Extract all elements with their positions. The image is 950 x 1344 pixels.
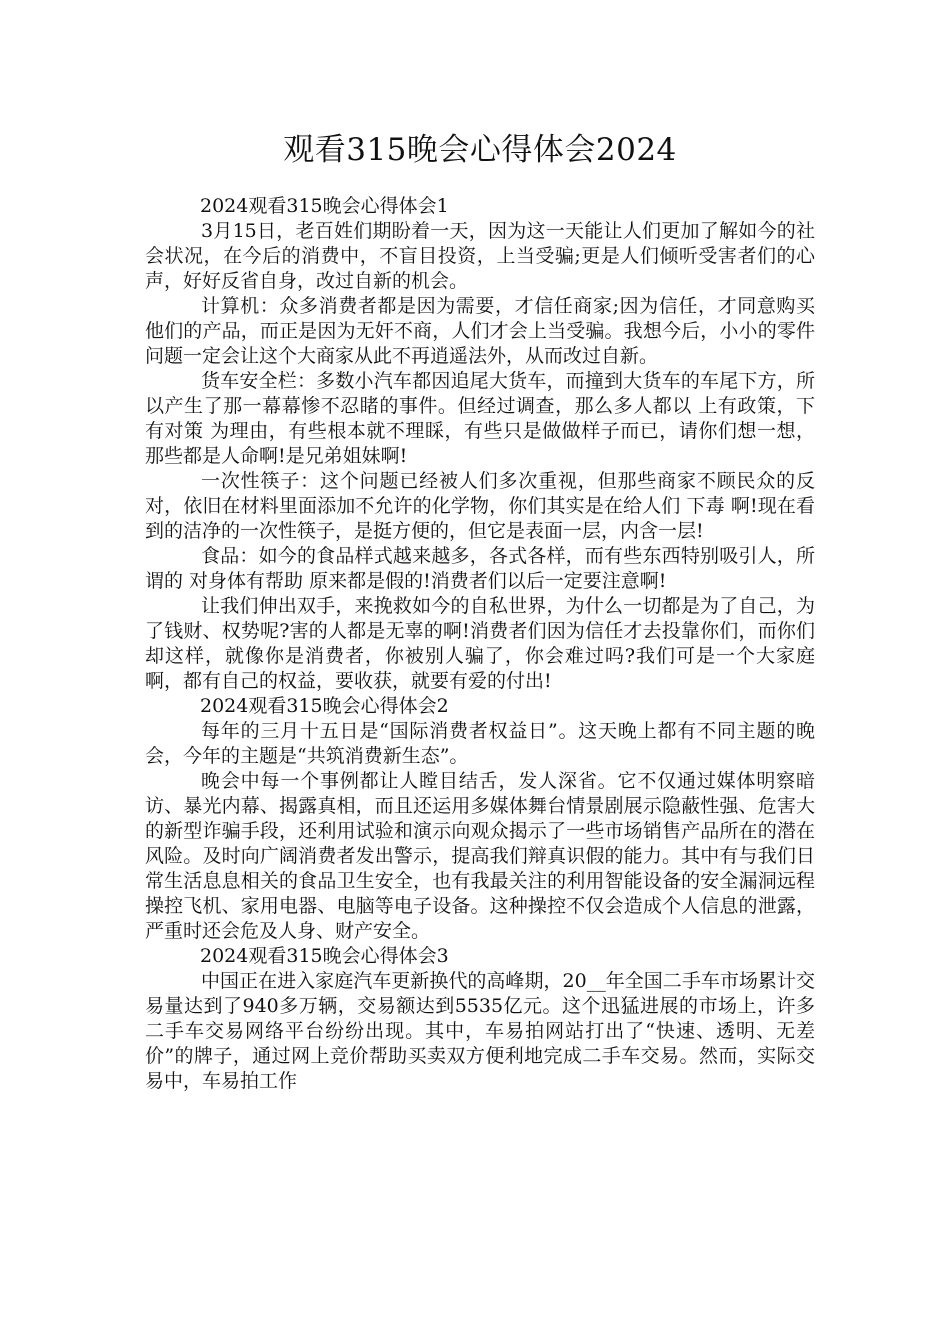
document-page xyxy=(145,128,815,1094)
section-3 xyxy=(145,944,815,1094)
section-heading: 2024观看315晚会心得体会3 xyxy=(200,945,449,967)
document-body xyxy=(145,194,815,1094)
paragraph: 计算机：众多消费者都是因为需要，才信任商家;因为信任，才同意购买他们的产品，而正是因为无奸不商，人们才会上当受骗。我想今后，小小的零件问题一定会让这个大商家从此不再逍遥法外，从而改过自新。 xyxy=(145,295,815,367)
paragraph: 3月15日，老百姓们期盼着一天，因为这一天能让人们更加了解如今的社会状况，在今后的消费中，不盲目投资，上当受骗;更是人们倾听受害者们的心声，好好反省自身，改过自新的机会。 xyxy=(145,220,815,292)
paragraph: 晚会中每一个事例都让人瞠目结舌，发人深省。它不仅通过媒体明察暗访、暴光内幕、揭露真相，而且还运用多媒体舞台情景剧展示隐蔽性强、危害大的新型诈骗手段，还利用试验和演示向观众揭示了一些市场销售产品所在的潜在风险。及时向广阔消费者发出警示，提高我们辩真识假的能力。其中有与我们日常生活息息相关的食品卫生安全，也有我最关注的利用智能设备的安全漏洞远程操控飞机、家用电器、电脑等电子设备。这种操控不仅会造成个人信息的泄露，严重时还会危及人身、财产安全。 xyxy=(145,770,815,942)
paragraph: 每年的三月十五日是“国际消费者权益日”。这天晚上都有不同主题的晚会，今年的主题是“共筑消费新生态”。 xyxy=(145,720,815,767)
document-title: 观看315晚会心得体会2024 xyxy=(283,132,677,168)
paragraph: 一次性筷子：这个问题已经被人们多次重视，但那些商家不顾民众的反对，依旧在材料里面添加不允许的化学物，你们其实是在给人们 下毒 啊!现在看到的洁净的一次性筷子，是挺方便的，但它是表面一层，内含一层! xyxy=(145,470,815,542)
paragraph: 货车安全栏：多数小汽车都因追尾大货车，而撞到大货车的车尾下方，所以产生了那一幕幕惨不忍睹的事件。但经过调查，那么多人都以 上有政策，下有对策 为理由，有些根本就不理睬，有些只是做做样子而已，请你们想一想，那些都是人命啊!是兄弟姐妹啊! xyxy=(145,370,815,467)
paragraph: 让我们伸出双手，来挽救如今的自私世界，为什么一切都是为了自己，为了钱财、权势呢?害的人都是无辜的啊!消费者们因为信任才去投靠你们，而你们却这样，就像你是消费者，你被别人骗了，你会难过吗?我们可是一个大家庭啊，都有自己的权益，要收获，就要有爱的付出! xyxy=(145,595,815,692)
paragraph: 中国正在进入家庭汽车更新换代的高峰期，20__年全国二手车市场累计交易量达到了940多万辆，交易额达到5535亿元。这个迅猛进展的市场上，许多二手车交易网络平台纷纷出现。其中，车易拍网站打出了“快速、透明、无差价”的牌子，通过网上竞价帮助买卖双方便利地完成二手车交易。然而，实际交易中，车易拍工作 xyxy=(145,970,815,1092)
section-2 xyxy=(145,694,815,944)
section-heading: 2024观看315晚会心得体会1 xyxy=(200,195,449,217)
paragraph: 食品：如今的食品样式越来越多，各式各样，而有些东西特别吸引人，所谓的 对身体有帮助 原来都是假的!消费者们以后一定要注意啊! xyxy=(145,545,815,592)
section-1 xyxy=(145,194,815,694)
section-heading: 2024观看315晚会心得体会2 xyxy=(200,695,449,717)
